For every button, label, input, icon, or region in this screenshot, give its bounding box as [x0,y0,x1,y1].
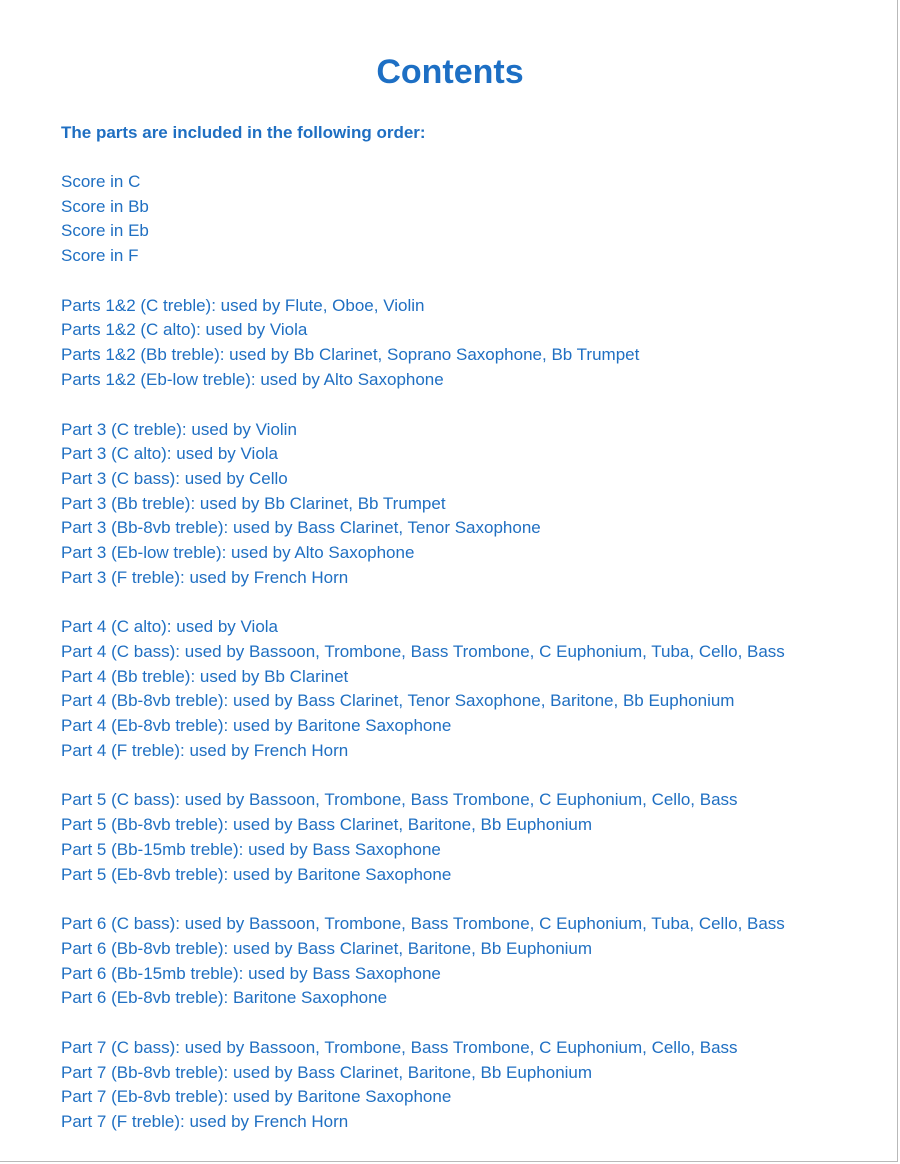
contents-line: Part 3 (C alto): used by Viola [61,444,279,464]
contents-line: Part 3 (Bb-8vb treble): used by Bass Clarinet, Tenor Saxophone [61,518,541,538]
contents-line: Part 4 (Bb-8vb treble): used by Bass Clarinet, Tenor Saxophone, Baritone, Bb Euphonium [61,691,735,711]
contents-line: Part 4 (C alto): used by Viola [61,617,279,637]
contents-line: Parts 1&2 (C alto): used by Viola [61,320,308,340]
contents-line: Part 5 (Bb-8vb treble): used by Bass Clarinet, Baritone, Bb Euphonium [61,815,593,835]
contents-line: Part 3 (Bb treble): used by Bb Clarinet, Bb Trumpet [61,493,446,513]
contents-line: Part 3 (F treble): used by French Horn [61,567,349,587]
contents-line: Part 6 (C bass): used by Bassoon, Trombone, Bass Trombone, C Euphonium, Tuba, Cello, Bass [61,914,785,934]
contents-list [61,170,881,1160]
contents-group [61,615,881,763]
contents-group [61,418,881,591]
contents-line: Part 5 (Eb-8vb treble): used by Baritone Saxophone [61,864,452,884]
contents-group [61,788,881,887]
page-title: Contents [376,53,524,91]
contents-group [61,912,881,1011]
contents-line: Part 7 (Eb-8vb treble): used by Baritone Saxophone [61,1087,452,1107]
contents-line: Part 7 (C bass): used by Bassoon, Trombone, Bass Trombone, C Euphonium, Cello, Bass [61,1037,738,1057]
contents-line: Part 5 (C bass): used by Bassoon, Trombone, Bass Trombone, C Euphonium, Cello, Bass [61,790,738,810]
contents-group [61,294,881,393]
contents-line: Parts 1&2 (Eb-low treble): used by Alto Saxophone [61,369,444,389]
contents-group [61,170,881,269]
contents-line: Part 7 (F treble): used by French Horn [61,1112,349,1131]
contents-line: Part 3 (C treble): used by Violin [61,419,297,439]
contents-line: Part 3 (C bass): used by Cello [61,468,288,488]
contents-line: Part 6 (Bb-15mb treble): used by Bass Saxophone [61,963,441,983]
contents-line: Part 3 (Eb-low treble): used by Alto Saxophone [61,542,415,562]
contents-line: Part 5 (Bb-15mb treble): used by Bass Saxophone [61,839,441,859]
contents-line: Part 4 (F treble): used by French Horn [61,740,349,760]
contents-line: Part 4 (Eb-8vb treble): used by Baritone Saxophone [61,716,452,736]
contents-line: Part 4 (Bb treble): used by Bb Clarinet [61,666,349,686]
contents-line: Part 7 (Bb-8vb treble): used by Bass Clarinet, Baritone, Bb Euphonium [61,1062,593,1082]
contents-line: Parts 1&2 (C treble): used by Flute, Oboe, Violin [61,295,425,315]
contents-line: Score in Bb [61,196,149,216]
intro-text: The parts are included in the following order: [61,123,426,142]
contents-line: Part 6 (Eb-8vb treble): Baritone Saxophone [61,988,388,1008]
contents-line: Score in Eb [61,221,149,241]
contents-line: Score in C [61,172,141,191]
contents-line: Part 4 (C bass): used by Bassoon, Trombone, Bass Trombone, C Euphonium, Tuba, Cello, Bass [61,642,785,661]
contents-line: Parts 1&2 (Bb treble): used by Bb Clarinet, Soprano Saxophone, Bb Trumpet [61,345,640,365]
contents-line: Score in F [61,246,139,266]
contents-line: Part 6 (Bb-8vb treble): used by Bass Clarinet, Baritone, Bb Euphonium [61,938,593,958]
contents-group [61,1036,881,1135]
